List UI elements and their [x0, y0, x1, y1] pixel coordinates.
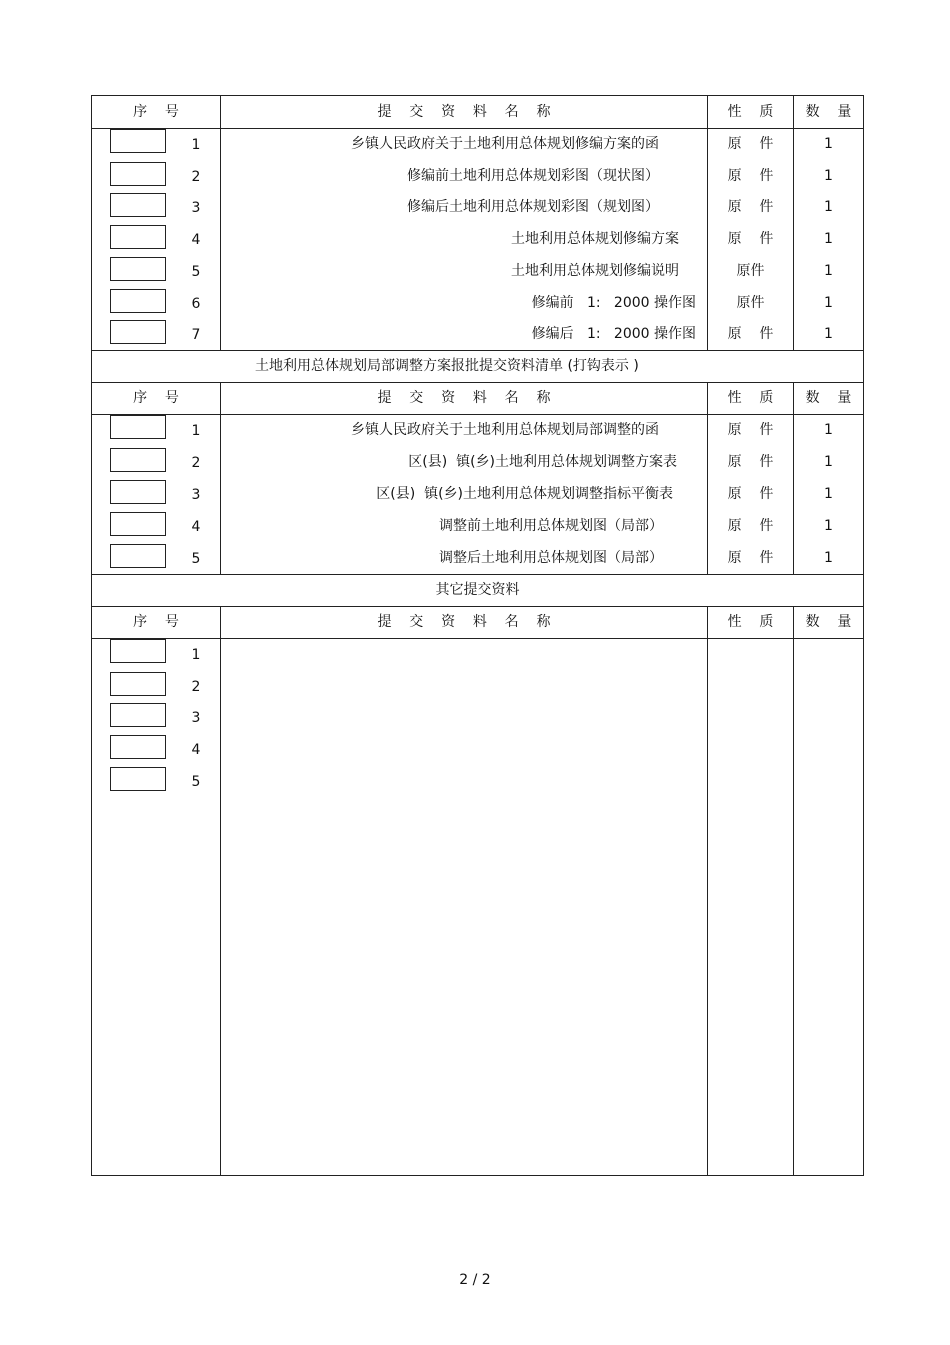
material-quantity: 1 [824, 486, 833, 502]
checkbox[interactable] [110, 735, 166, 759]
column-divider [220, 382, 221, 574]
material-nature: 原件 [736, 294, 765, 311]
material-nature: 原 件 [727, 231, 774, 248]
column-divider [793, 382, 794, 574]
table-row [92, 287, 863, 319]
checkbox[interactable] [110, 415, 166, 439]
checkbox[interactable] [110, 767, 166, 791]
column-divider [220, 96, 221, 350]
table-row [92, 510, 863, 542]
checkbox[interactable] [110, 639, 166, 663]
material-nature: 原 件 [727, 550, 774, 566]
material-name: 修编后 1: 2000 操作图 [531, 326, 696, 343]
table-row [92, 638, 863, 670]
header-seq: 序 号 [133, 614, 179, 630]
table-row [92, 733, 863, 765]
table-row [92, 414, 863, 446]
material-nature: 原 件 [727, 326, 774, 343]
checkbox[interactable] [110, 544, 166, 568]
header-qty: 数 量 [805, 390, 852, 406]
checkbox[interactable] [110, 480, 166, 504]
table-header [92, 606, 863, 638]
table-row [92, 478, 863, 510]
material-name: 调整前土地利用总体规划图（局部） [439, 518, 663, 534]
material-nature: 原 件 [727, 167, 774, 184]
checkbox[interactable] [110, 225, 166, 249]
material-quantity: 1 [824, 167, 833, 184]
row-number: 1 [191, 423, 201, 439]
material-name: 土地利用总体规划修编说明 [511, 262, 679, 279]
table-row [92, 670, 863, 702]
material-name: 调整后土地利用总体规划图（局部） [439, 550, 663, 566]
checkbox[interactable] [110, 703, 166, 727]
table-row [92, 446, 863, 478]
header-name: 提 交 资 料 名 称 [377, 104, 551, 120]
column-divider [707, 606, 708, 1175]
checkbox[interactable] [110, 162, 166, 186]
checkbox[interactable] [110, 289, 166, 313]
row-number: 3 [191, 487, 201, 503]
header-nature: 性 质 [727, 614, 774, 630]
checkbox[interactable] [110, 672, 166, 696]
section2-title: 土地利用总体规划局部调整方案报批提交资料清单 (打钩表示 ) [255, 358, 639, 374]
material-name: 乡镇人民政府关于土地利用总体规划修编方案的函 [351, 136, 659, 152]
checkbox[interactable] [110, 448, 166, 472]
table-row [92, 160, 863, 192]
material-name: 修编后土地利用总体规划彩图（规划图） [407, 199, 659, 216]
table-row [92, 191, 863, 223]
row-number: 2 [191, 678, 201, 695]
material-nature: 原 件 [727, 136, 774, 152]
checkbox[interactable] [110, 320, 166, 344]
material-name: 乡镇人民政府关于土地利用总体规划局部调整的函 [351, 422, 659, 438]
row-number: 2 [191, 455, 201, 471]
material-quantity: 1 [824, 326, 833, 343]
material-quantity: 1 [824, 136, 833, 152]
header-name: 提 交 资 料 名 称 [377, 614, 551, 630]
row-number: 2 [191, 168, 201, 185]
table-row [92, 223, 863, 255]
material-nature: 原 件 [727, 518, 774, 534]
section2-title-row [92, 350, 863, 382]
material-name: 区(县) 镇(乡)土地利用总体规划调整方案表 [408, 454, 677, 470]
row-number: 6 [191, 295, 201, 312]
header-seq: 序 号 [133, 390, 179, 406]
material-name: 修编前 1: 2000 操作图 [531, 294, 696, 311]
row-number: 1 [191, 137, 201, 153]
row-number: 3 [191, 710, 201, 727]
header-name: 提 交 资 料 名 称 [377, 390, 551, 406]
section3-title-row [92, 574, 863, 606]
row-number: 3 [191, 200, 201, 217]
row-number: 4 [191, 742, 201, 759]
row-number: 1 [191, 647, 201, 663]
row-number: 5 [191, 773, 201, 790]
row-number: 5 [191, 263, 201, 280]
material-quantity: 1 [824, 550, 833, 566]
material-quantity: 1 [824, 199, 833, 216]
material-name: 土地利用总体规划修编方案 [511, 231, 679, 248]
checkbox[interactable] [110, 257, 166, 281]
material-nature: 原件 [736, 262, 765, 279]
header-qty: 数 量 [805, 614, 852, 630]
column-divider [707, 96, 708, 350]
material-quantity: 1 [824, 518, 833, 534]
column-divider [220, 606, 221, 1175]
table-header [92, 382, 863, 414]
page-number: 2 / 2 [459, 1272, 491, 1288]
table-row [92, 255, 863, 287]
header-qty: 数 量 [805, 104, 852, 120]
material-quantity: 1 [824, 262, 833, 279]
section3-title: 其它提交资料 [435, 582, 520, 598]
table-row [92, 128, 863, 160]
table-header [92, 96, 863, 128]
column-divider [793, 96, 794, 350]
row-number: 7 [191, 327, 201, 344]
material-quantity: 1 [824, 454, 833, 470]
header-nature: 性 质 [727, 104, 774, 120]
material-nature: 原 件 [727, 422, 774, 438]
row-number: 4 [191, 519, 201, 535]
header-nature: 性 质 [727, 390, 774, 406]
table-row [92, 318, 863, 350]
row-number: 5 [191, 551, 201, 567]
submission-checklist-table [91, 95, 864, 1176]
material-nature: 原 件 [727, 486, 774, 502]
row-number: 4 [191, 232, 201, 249]
material-name: 修编前土地利用总体规划彩图（现状图） [407, 167, 659, 184]
checkbox[interactable] [110, 193, 166, 217]
column-divider [707, 382, 708, 574]
checkbox[interactable] [110, 129, 166, 153]
material-quantity: 1 [824, 294, 833, 311]
column-divider [793, 606, 794, 1175]
material-quantity: 1 [824, 422, 833, 438]
material-nature: 原 件 [727, 454, 774, 470]
material-nature: 原 件 [727, 199, 774, 216]
table-row [92, 542, 863, 574]
material-name: 区(县) 镇(乡)土地利用总体规划调整指标平衡表 [376, 486, 673, 502]
checkbox[interactable] [110, 512, 166, 536]
table-row [92, 765, 863, 797]
material-quantity: 1 [824, 231, 833, 248]
header-seq: 序 号 [133, 104, 179, 120]
table-row [92, 701, 863, 733]
